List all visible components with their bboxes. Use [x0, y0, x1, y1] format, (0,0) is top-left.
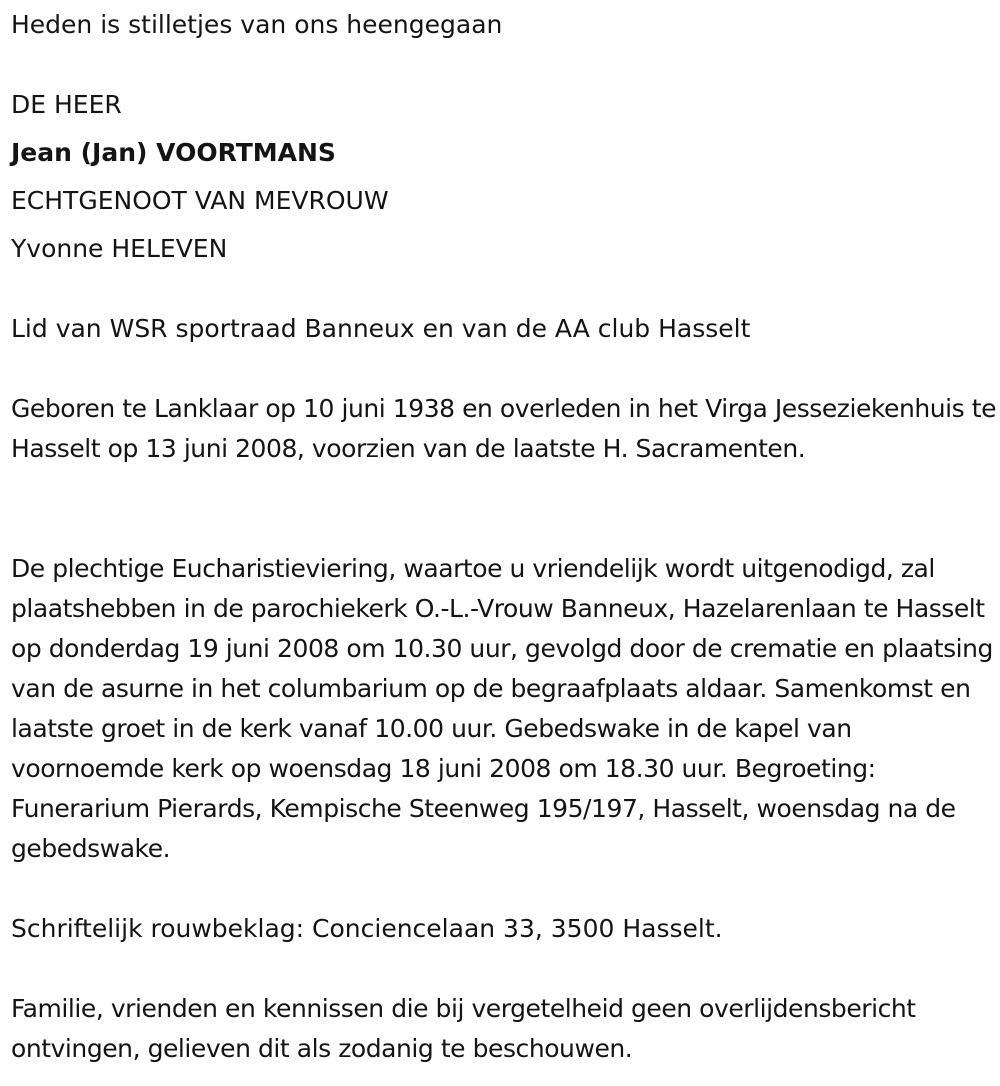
condolences-text: Schriftelijk rouwbeklag: Conciencelaan 33, 3500 Hasselt.	[11, 914, 723, 943]
spouse-name: Yvonne HELEVEN	[11, 234, 228, 263]
closing-paragraph: Familie, vrienden en kennissen die bij vergetelheid geen overlijdensbericht ontvingen, gelieven dit als zodanig te beschouwen.	[11, 994, 916, 1063]
birth-death-paragraph: Geboren te Lanklaar op 10 juni 1938 en overleden in het Virga Jesseziekenhuis te Hasselt op 13 juni 2008, voorzien van de laatste H. Sacramenten.	[11, 394, 997, 463]
membership-text: Lid van WSR sportraad Banneux en van de AA club Hasselt	[11, 314, 751, 343]
intro-text: Heden is stilletjes van ons heengegaan	[11, 10, 503, 39]
title-text: DE HEER	[11, 90, 122, 119]
deceased-name: Jean (Jan) VOORTMANS	[11, 138, 336, 167]
spouse-label: ECHTGENOOT VAN MEVROUW	[11, 186, 389, 215]
ceremony-paragraph: De plechtige Eucharistieviering, waartoe u vriendelijk wordt uitgenodigd, zal plaatshebben in de parochiekerk O.-L.-Vrouw Banneux, Hazelarenlaan te Hasselt op donderdag 19 juni 2008 om 10.30 uur, gevolgd door de crematie en plaatsing van de asurne in het columbarium op de begraafplaats aldaar. Samenkomst en laatste groet in de kerk vanaf 10.00 uur. Gebedswake in de kapel van voornoemde kerk op woensdag 18 juni 2008 om 18.30 uur. Begroeting: Funerarium Pierards, Kempische Steenweg 195/197, Hasselt, woensdag na de gebedswake.	[11, 554, 993, 863]
